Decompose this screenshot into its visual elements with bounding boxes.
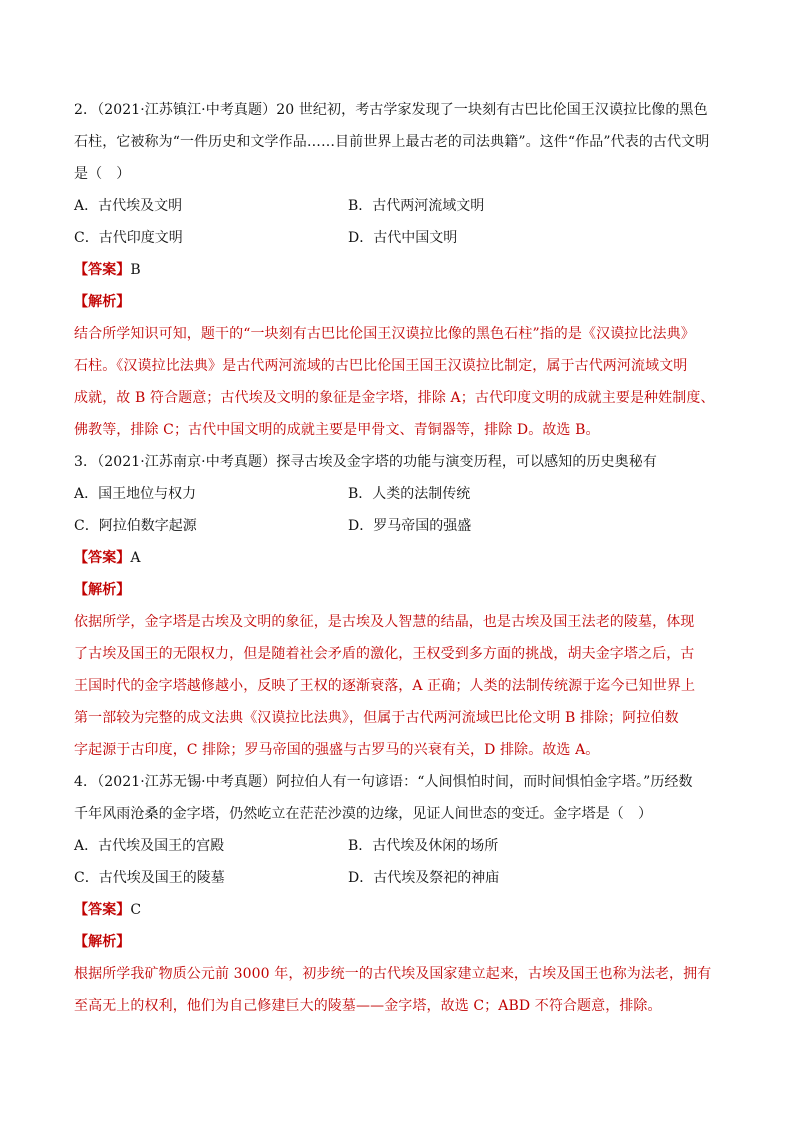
question-4-analysis-line-1: 根据所学我矿物质公元前 3000 年，初步统一的古代埃及国家建立起来，古埃及国王也称为法老，拥有 — [74, 966, 712, 982]
question-2-analysis-line-4: 佛教等，排除 C；古代中国文明的成就主要是甲骨文、青铜器等，排除 D。故选 B。 — [74, 422, 600, 438]
answer-label: 【答案】 — [74, 262, 131, 278]
question-2-analysis-line-1: 结合所学知识可知，题干的“一块刻有古巴比伦国王汉谟拉比像的黑色石柱”指的是《汉谟拉比法典》 — [74, 326, 695, 342]
question-4-option-d: D．古代埃及祭祀的神庙 — [348, 870, 500, 886]
question-4-stem-line-1: 4．（2021·江苏无锡·中考真题）阿拉伯人有一句谚语：“人间惧怕时间，而时间惧怕金字塔。”历经数 — [74, 774, 693, 790]
question-3-analysis-line-4: 第一部较为完整的成文法典《汉谟拉比法典》，但属于古代两河流域巴比伦文明 B 排除；阿拉伯数 — [74, 710, 679, 726]
question-3-analysis-line-5: 字起源于古印度，C 排除；罗马帝国的强盛与古罗马的兴衰有关，D 排除。故选 A。 — [74, 742, 600, 758]
question-3-analysis-line-2: 了古埃及国王的无限权力，但是随着社会矛盾的激化，王权受到多方面的挑战，胡夫金字塔之后，古 — [74, 646, 695, 662]
question-3-analysis-line-3: 王国时代的金字塔越修越小，反映了王权的逐渐衰落，A 正确；人类的法制传统源于迄今已知世界上 — [74, 678, 696, 694]
question-3-option-b: B．人类的法制传统 — [348, 486, 471, 502]
answer-label: 【答案】 — [74, 550, 131, 566]
answer-value: C — [130, 902, 142, 918]
question-3-analysis-line-1: 依据所学，金字塔是古埃及文明的象征，是古埃及人智慧的结晶，也是古埃及国王法老的陵墓，体现 — [74, 614, 695, 630]
question-2-analysis-label — [74, 292, 734, 312]
question-2-analysis-line-3: 成就，故 B 符合题意；古代埃及文明的象征是金字塔，排除 A；古代印度文明的成就主要是种姓制度、 — [74, 390, 715, 406]
question-3-option-d: D．罗马帝国的强盛 — [348, 518, 472, 534]
question-4-analysis-label — [74, 932, 734, 952]
question-2-option-b: B．古代两河流域文明 — [348, 198, 485, 214]
question-3-stem-line-1: 3．（2021·江苏南京·中考真题）探寻古埃及金字塔的功能与演变历程，可以感知的历史奥秘有 — [74, 454, 657, 470]
question-2-stem-line-3: 是（ ） — [74, 166, 131, 182]
question-2-answer — [74, 260, 734, 280]
question-4-option-b: B．古代埃及休闲的场所 — [348, 838, 499, 854]
analysis-label: 【解析】 — [74, 294, 131, 310]
question-3-option-c: C．阿拉伯数字起源 — [74, 518, 197, 534]
question-4-option-c: C．古代埃及国王的陵墓 — [74, 870, 225, 886]
question-2-stem-line-2: 石柱，它被称为“一件历史和文学作品……目前世界上最古老的司法典籍”。这件“作品”代表的古代文明 — [74, 134, 710, 150]
question-4-answer — [74, 900, 734, 920]
question-2-option-a: A．古代埃及文明 — [74, 198, 183, 214]
question-4-option-a: A．古代埃及国王的宫殿 — [74, 838, 225, 854]
question-2-stem-line-1: 2．（2021·江苏镇江·中考真题）20 世纪初，考古学家发现了一块刻有古巴比伦国王汉谟拉比像的黑色 — [74, 102, 708, 118]
question-3-option-a: A．国王地位与权力 — [74, 486, 197, 502]
question-4-analysis-line-2: 至高无上的权利，他们为自己修建巨大的陵墓——金字塔，故选 C；ABD 不符合题意，排除。 — [74, 998, 662, 1014]
answer-value: B — [130, 262, 141, 278]
answer-label: 【答案】 — [74, 902, 131, 918]
question-2-option-c: C．古代印度文明 — [74, 230, 183, 246]
question-2-analysis-line-2: 石柱。《汉谟拉比法典》是古代两河流域的古巴比伦国王国王汉谟拉比制定，属于古代两河流域文明 — [74, 358, 688, 374]
analysis-label: 【解析】 — [74, 934, 131, 950]
question-4-stem-line-2: 千年风雨沧桑的金字塔，仍然屹立在茫茫沙漠的边缘，见证人间世态的变迁。金字塔是（ ） — [74, 806, 653, 822]
question-2-option-d: D．古代中国文明 — [348, 230, 458, 246]
answer-value: A — [130, 550, 141, 566]
question-3-answer — [74, 548, 734, 568]
analysis-label: 【解析】 — [74, 582, 131, 598]
question-3-analysis-label — [74, 580, 734, 600]
